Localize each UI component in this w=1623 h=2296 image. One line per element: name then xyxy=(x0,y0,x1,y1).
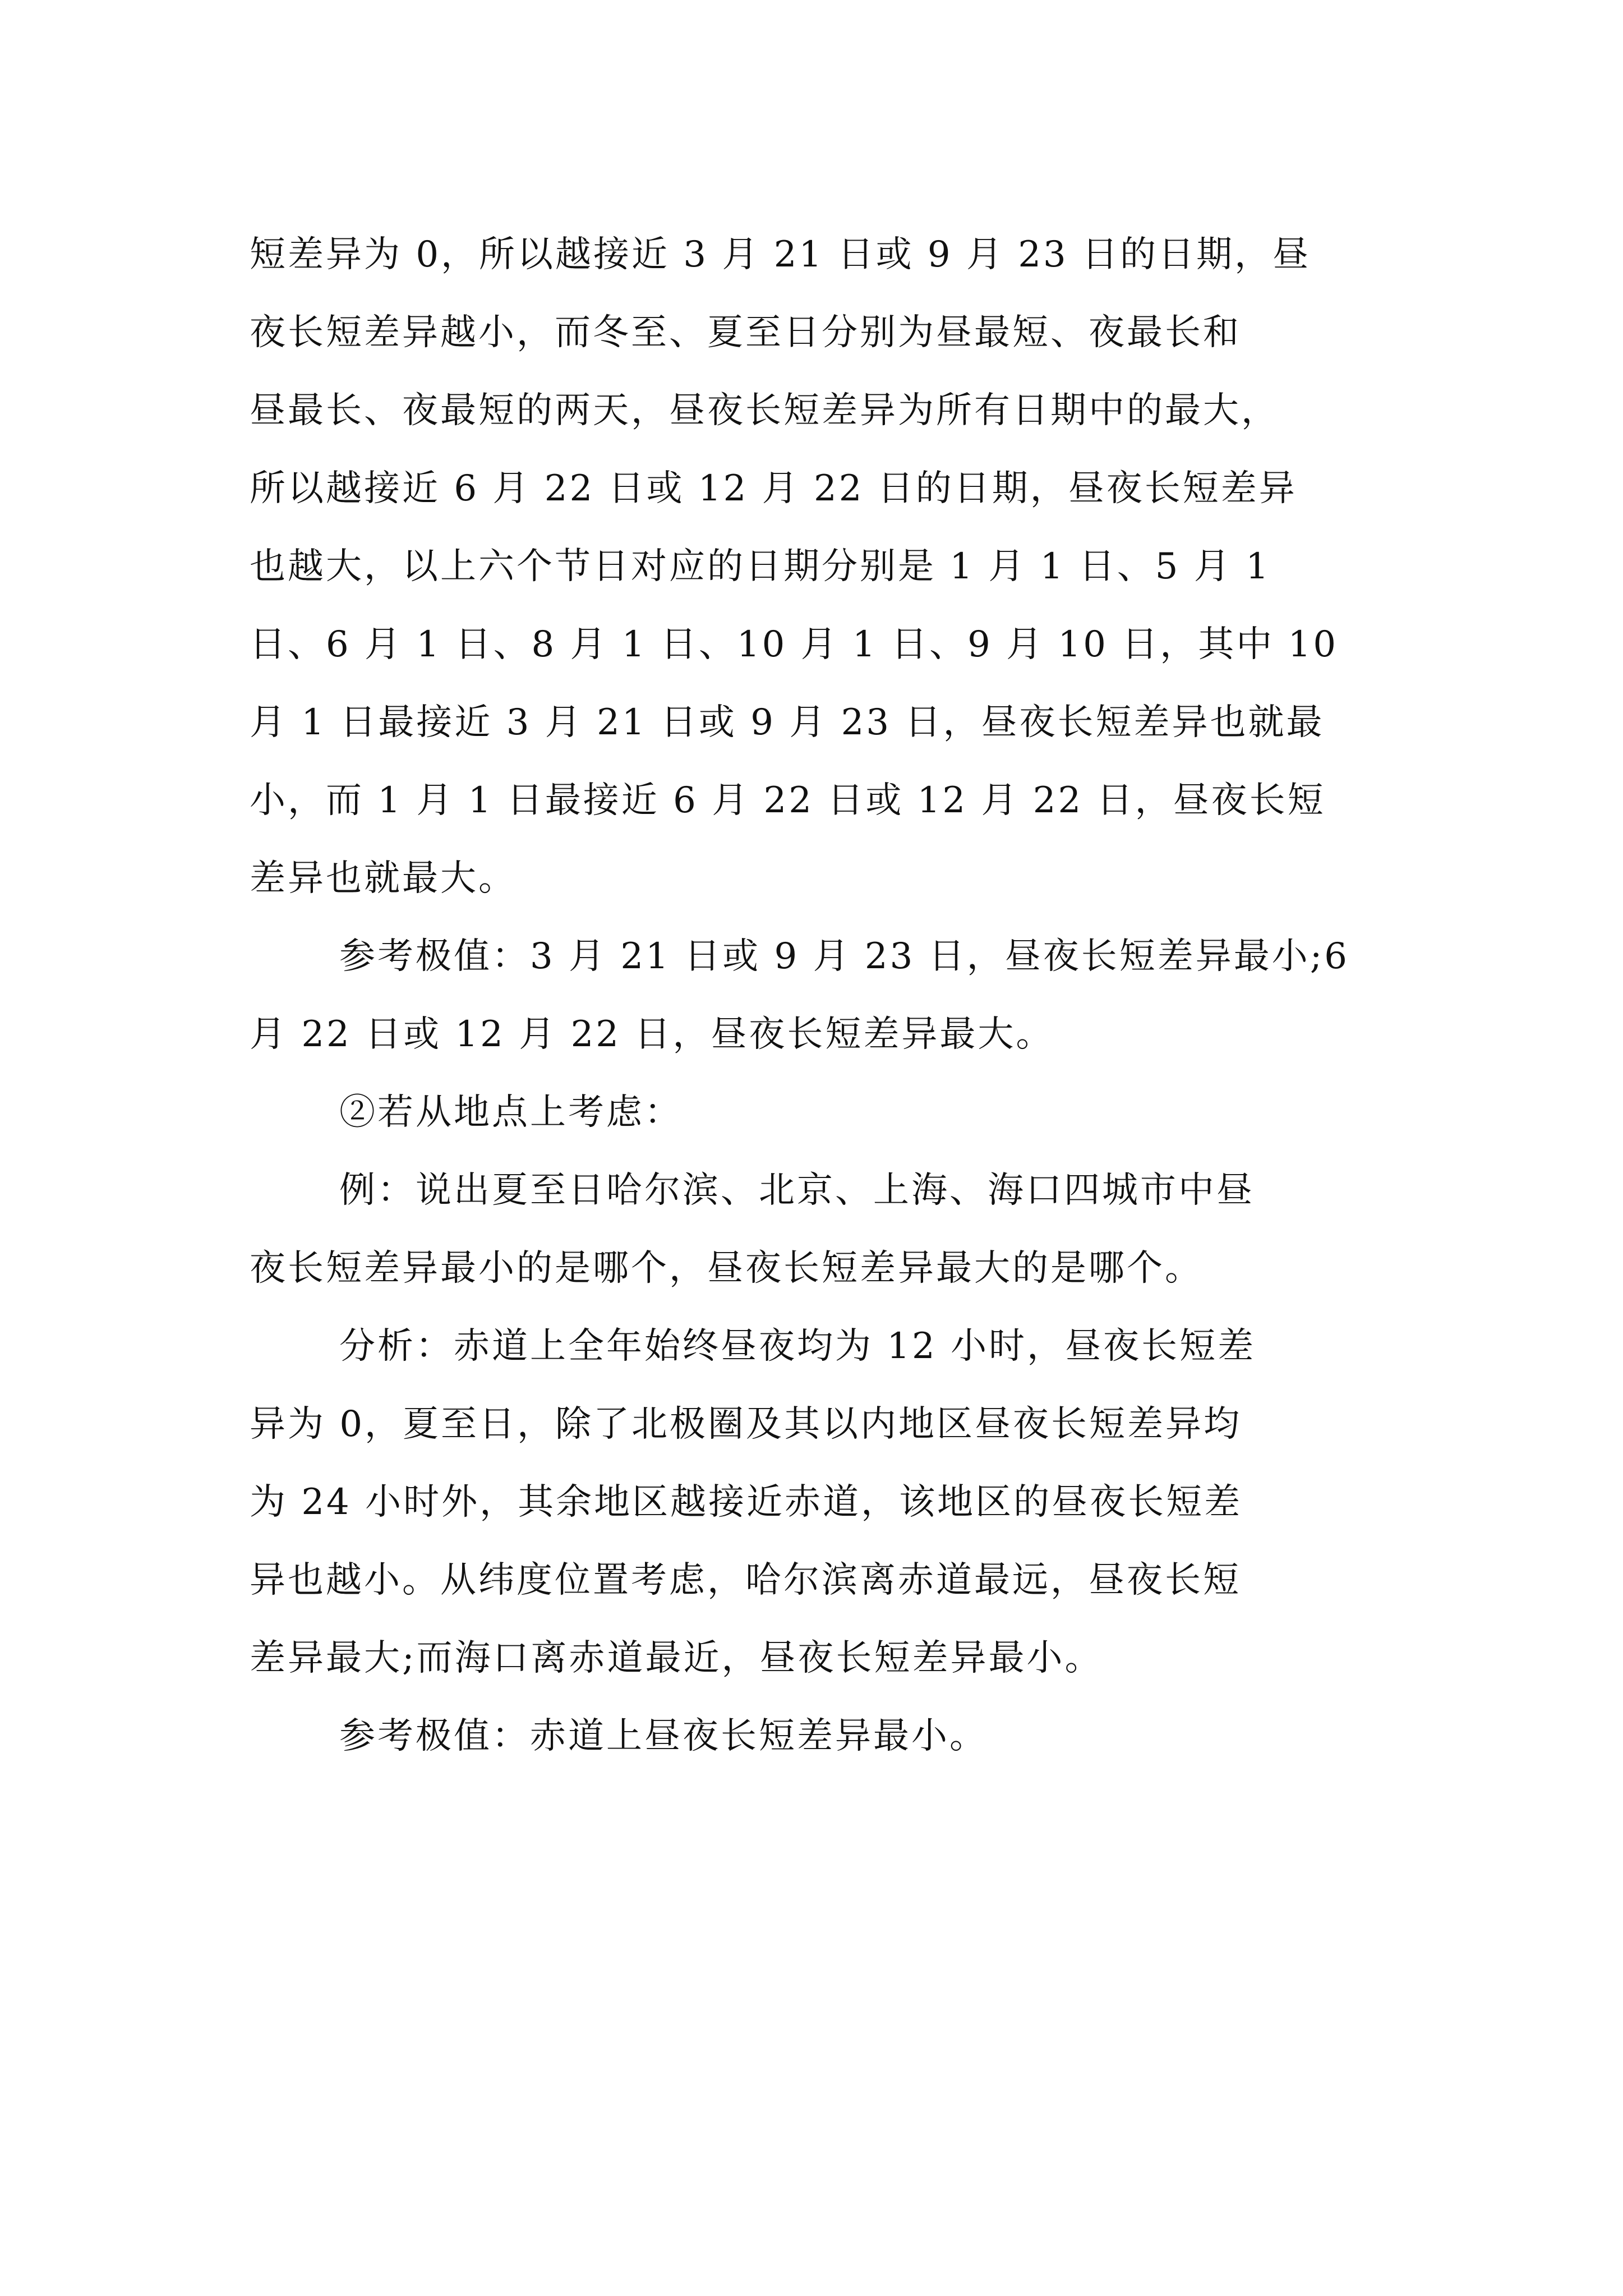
text-line: ②若从地点上考虑： xyxy=(339,1092,683,1133)
text-line: 参考极值：3 月 21 日或 9 月 23 日，昼夜长短差异最小;6 xyxy=(339,936,1349,977)
text-line: 差异最大;而海口离赤道最近，昼夜长短差异最小。 xyxy=(250,1637,1103,1679)
text-line: 也越大，以上六个节日对应的日期分别是 1 月 1 日、5 月 1 xyxy=(250,546,1271,587)
text-line: 异为 0，夏至日，除了北极圈及其以内地区昼夜长短差异均 xyxy=(250,1404,1242,1445)
text-line: 分析：赤道上全年始终昼夜均为 12 小时，昼夜长短差 xyxy=(339,1326,1256,1367)
text-line: 参考极值：赤道上昼夜长短差异最小。 xyxy=(339,1715,988,1757)
text-line: 小，而 1 月 1 日最接近 6 月 22 日或 12 月 22 日，昼夜长短 xyxy=(250,780,1326,821)
text-line: 短差异为 0，所以越接近 3 月 21 日或 9 月 23 日的日期，昼 xyxy=(250,234,1311,275)
text-line: 夜长短差异最小的是哪个，昼夜长短差异最大的是哪个。 xyxy=(250,1248,1203,1289)
text-line: 日、6 月 1 日、8 月 1 日、10 月 1 日、9 月 10 日，其中 10 xyxy=(250,624,1339,665)
text-line: 例：说出夏至日哈尔滨、北京、上海、海口四城市中昼 xyxy=(339,1170,1255,1211)
text-line: 月 22 日或 12 月 22 日，昼夜长短差异最大。 xyxy=(250,1014,1054,1055)
text-line: 月 1 日最接近 3 月 21 日或 9 月 23 日，昼夜长短差异也就最 xyxy=(250,702,1325,743)
text-line: 异也越小。从纬度位置考虑，哈尔滨离赤道最远，昼夜长短 xyxy=(250,1559,1241,1601)
text-line: 昼最长、夜最短的两天，昼夜长短差异为所有日期中的最大， xyxy=(250,390,1279,431)
document-body xyxy=(250,216,1382,1775)
text-line: 夜长短差异越小，而冬至、夏至日分别为昼最短、夜最长和 xyxy=(250,312,1241,353)
text-line: 为 24 小时外，其余地区越接近赤道，该地区的昼夜长短差 xyxy=(250,1481,1243,1523)
text-line: 差异也就最大。 xyxy=(250,858,517,899)
text-line: 所以越接近 6 月 22 日或 12 月 22 日的日期，昼夜长短差异 xyxy=(250,468,1297,509)
